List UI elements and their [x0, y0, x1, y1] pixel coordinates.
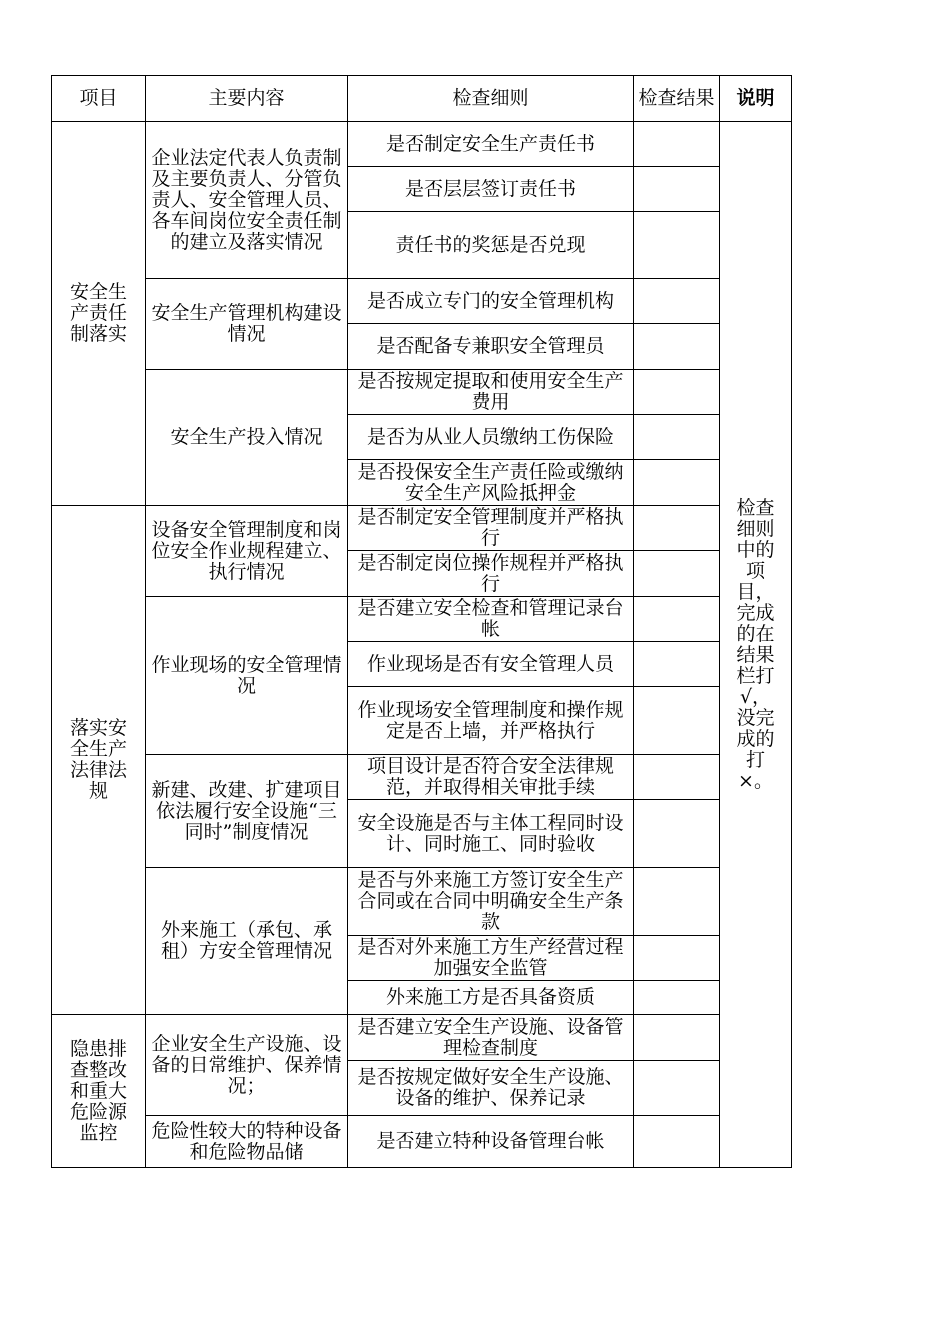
table-row — [52, 597, 792, 642]
detail-cell: 是否按规定做好安全生产设施、设备的维护、保养记录 — [348, 1061, 634, 1116]
category-text: 落实安全生产法律法规 — [69, 717, 127, 802]
note-cell — [720, 122, 792, 1168]
table-row — [52, 1015, 792, 1061]
table-row — [52, 122, 792, 167]
detail-cell: 作业现场安全管理制度和操作规定是否上墙，并严格执行 — [348, 687, 634, 755]
result-cell[interactable] — [634, 324, 720, 370]
detail-cell: 是否制定安全生产责任书 — [348, 122, 634, 167]
header-result: 检查结果 — [634, 76, 720, 122]
result-cell[interactable] — [634, 1116, 720, 1168]
content-cell: 外来施工（承包、承租）方安全管理情况 — [146, 868, 348, 1015]
detail-cell: 是否建立特种设备管理台帐 — [348, 1116, 634, 1168]
detail-cell: 安全设施是否与主体工程同时设计、同时施工、同时验收 — [348, 800, 634, 868]
detail-cell: 是否投保安全生产责任险或缴纳安全生产风险抵押金 — [348, 460, 634, 506]
detail-cell: 是否层层签订责任书 — [348, 167, 634, 212]
result-cell[interactable] — [634, 460, 720, 506]
category-cell — [52, 506, 146, 1015]
detail-cell: 是否成立专门的安全管理机构 — [348, 279, 634, 324]
content-cell: 危险性较大的特种设备和危险物品储 — [146, 1116, 348, 1168]
category-text: 隐患排查整改和重大危险源监控 — [69, 1037, 127, 1144]
result-cell[interactable] — [634, 279, 720, 324]
content-cell: 新建、改建、扩建项目依法履行安全设施“三同时”制度情况 — [146, 755, 348, 868]
content-cell: 企业安全生产设施、设备的日常维护、保养情况； — [146, 1015, 348, 1116]
content-cell: 安全生产投入情况 — [146, 370, 348, 506]
result-cell[interactable] — [634, 122, 720, 167]
result-cell[interactable] — [634, 212, 720, 279]
result-cell[interactable] — [634, 1015, 720, 1061]
result-cell[interactable] — [634, 551, 720, 597]
result-cell[interactable] — [634, 936, 720, 981]
result-cell[interactable] — [634, 800, 720, 868]
content-cell: 安全生产管理机构建设情况 — [146, 279, 348, 370]
detail-cell: 项目设计是否符合安全法律规范，并取得相关审批手续 — [348, 755, 634, 800]
table-row — [52, 279, 792, 324]
category-cell — [52, 122, 146, 506]
table-row — [52, 370, 792, 415]
result-cell[interactable] — [634, 415, 720, 460]
header-item: 项目 — [52, 76, 146, 122]
detail-cell: 是否制定岗位操作规程并严格执行 — [348, 551, 634, 597]
content-cell: 设备安全管理制度和岗位安全作业规程建立、执行情况 — [146, 506, 348, 597]
detail-cell: 是否按规定提取和使用安全生产费用 — [348, 370, 634, 415]
category-cell — [52, 1015, 146, 1168]
detail-cell: 外来施工方是否具备资质 — [348, 981, 634, 1015]
content-cell: 作业现场的安全管理情况 — [146, 597, 348, 755]
content-cell: 企业法定代表人负责制及主要负责人、分管负责人、安全管理人员、各车间岗位安全责任制的建立及落实情况 — [146, 122, 348, 279]
detail-cell: 是否为从业人员缴纳工伤保险 — [348, 415, 634, 460]
detail-cell: 是否制定安全管理制度并严格执行 — [348, 506, 634, 551]
detail-cell: 作业现场是否有安全管理人员 — [348, 642, 634, 687]
header-content: 主要内容 — [146, 76, 348, 122]
table-row — [52, 1116, 792, 1168]
header-detail: 检查细则 — [348, 76, 634, 122]
detail-cell: 是否配备专兼职安全管理员 — [348, 324, 634, 370]
detail-cell: 责任书的奖惩是否兑现 — [348, 212, 634, 279]
detail-cell: 是否对外来施工方生产经营过程加强安全监管 — [348, 936, 634, 981]
table-row — [52, 868, 792, 936]
table-row — [52, 755, 792, 800]
result-cell[interactable] — [634, 687, 720, 755]
result-cell[interactable] — [634, 868, 720, 936]
detail-cell: 是否建立安全生产设施、设备管理检查制度 — [348, 1015, 634, 1061]
inspection-table — [51, 75, 792, 1168]
detail-cell: 是否与外来施工方签订安全生产合同或在合同中明确安全生产条款 — [348, 868, 634, 936]
table-row — [52, 506, 792, 551]
header-note: 说明 — [720, 76, 792, 122]
result-cell[interactable] — [634, 370, 720, 415]
category-text: 安全生产责任制落实 — [69, 281, 127, 345]
header-row — [52, 76, 792, 122]
result-cell[interactable] — [634, 506, 720, 551]
result-cell[interactable] — [634, 755, 720, 800]
result-cell[interactable] — [634, 642, 720, 687]
result-cell[interactable] — [634, 167, 720, 212]
note-text: 检查细则中的项目，完成的在结果栏打√，没完成的打×。 — [736, 496, 775, 792]
result-cell[interactable] — [634, 597, 720, 642]
result-cell[interactable] — [634, 981, 720, 1015]
result-cell[interactable] — [634, 1061, 720, 1116]
detail-cell: 是否建立安全检查和管理记录台帐 — [348, 597, 634, 642]
